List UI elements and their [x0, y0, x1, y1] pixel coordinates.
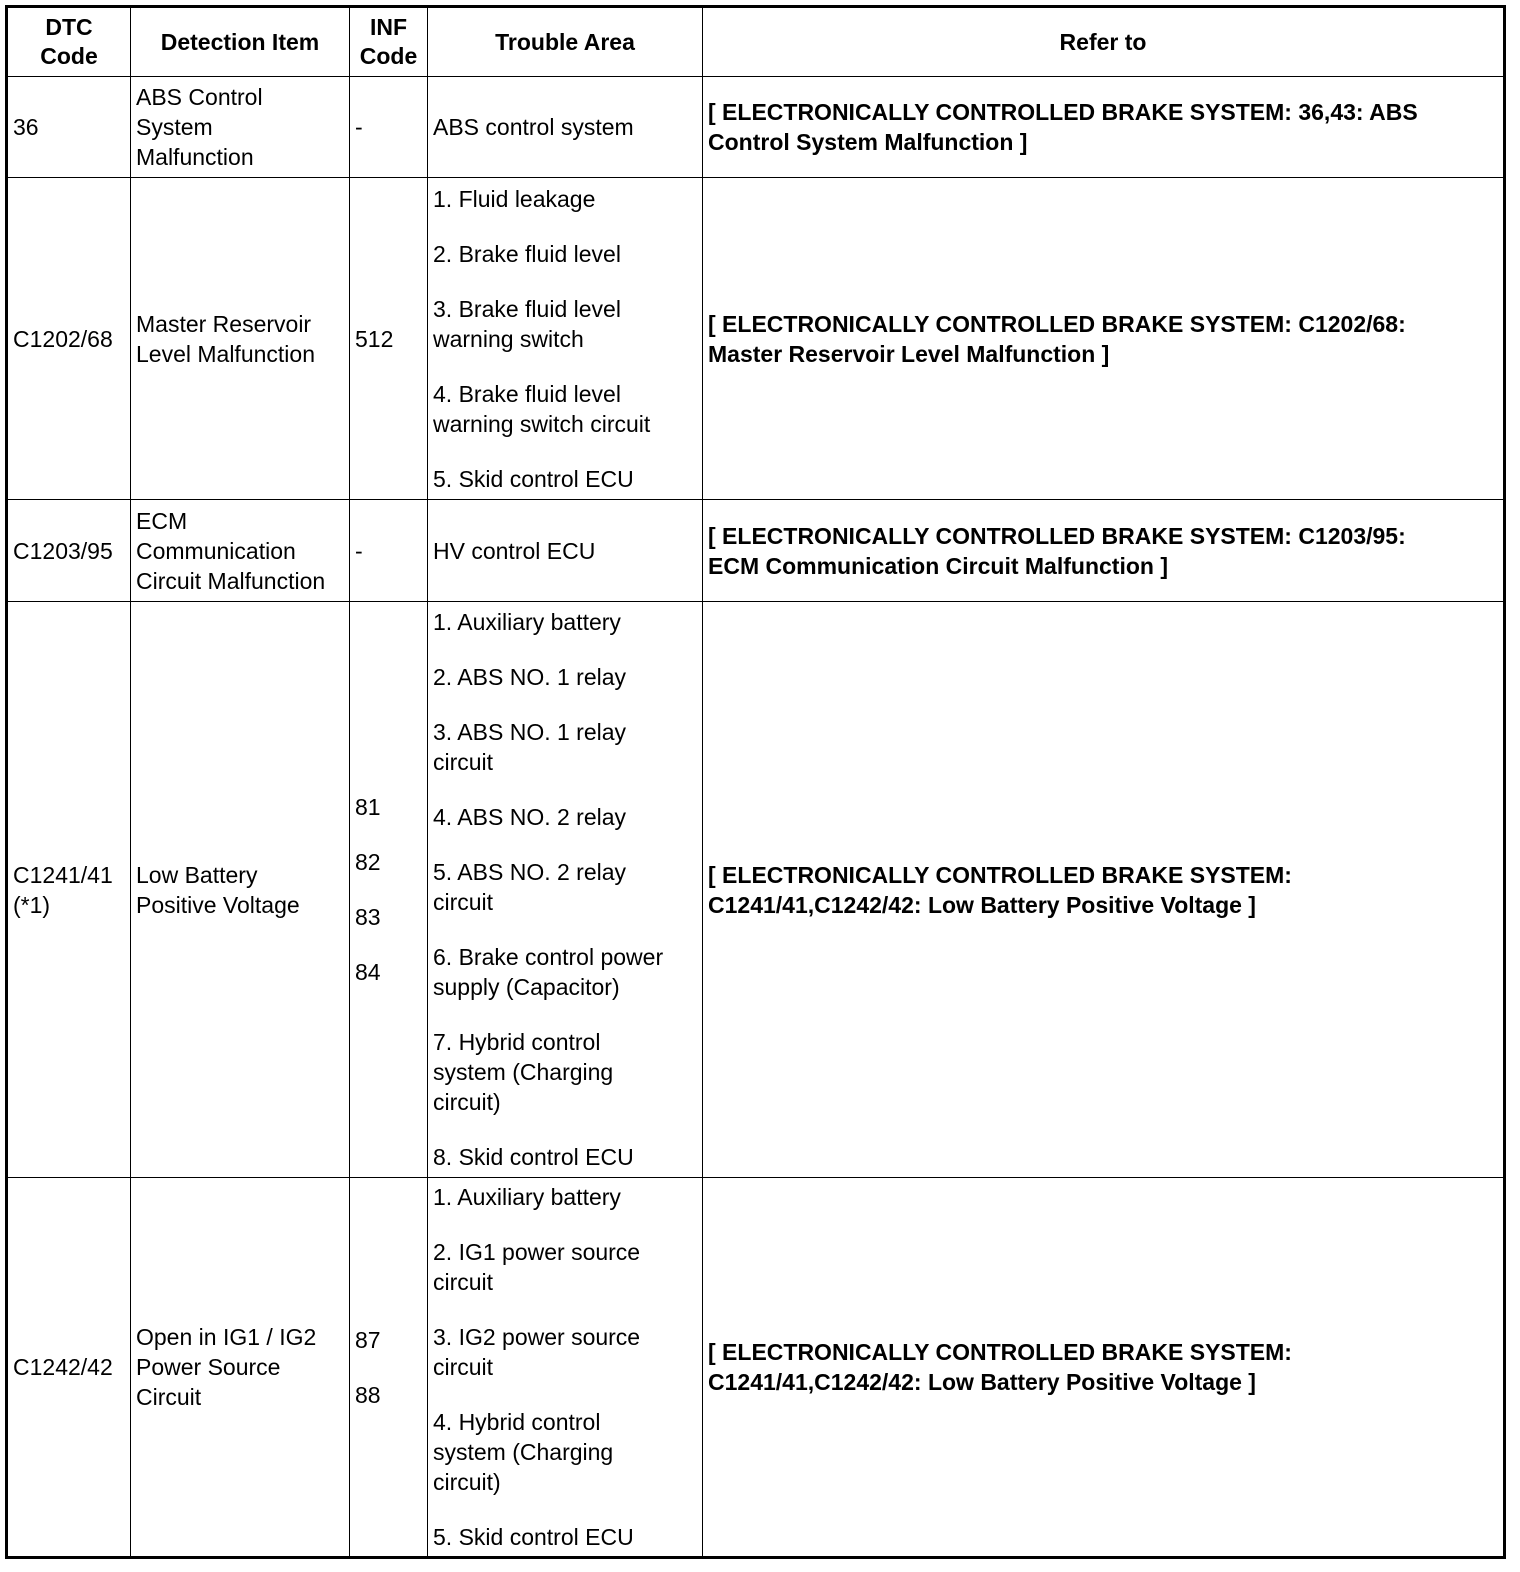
- table-row: [7, 500, 1505, 602]
- trouble-area-line: 4. ABS NO. 2 relay: [433, 804, 627, 830]
- dtc-code-line: 36: [13, 114, 39, 140]
- trouble-area-line: 1. Auxiliary battery: [433, 609, 621, 635]
- trouble-area-list: [433, 112, 702, 142]
- detection-item-line: Open in IG1 / IG2: [136, 1324, 317, 1350]
- detection-item-cell: [131, 178, 350, 500]
- trouble-area-line: 6. Brake control power: [433, 944, 664, 970]
- trouble-area-cell: [428, 602, 703, 1178]
- trouble-area-item: [433, 1407, 702, 1497]
- inf-code-value: 88: [355, 1381, 381, 1408]
- trouble-area-item: [433, 607, 702, 637]
- dtc-code-line: C1242/42: [13, 1354, 113, 1380]
- detection-item-line: Circuit Malfunction: [136, 567, 326, 594]
- inf-code-list: [355, 324, 427, 354]
- trouble-area-line: 5. Skid control ECU: [433, 465, 634, 492]
- trouble-area-line: 7. Hybrid control: [433, 1029, 601, 1055]
- refer-to-cell: [703, 602, 1505, 1178]
- table-row: [7, 77, 1505, 178]
- refer-to-line: [ ELECTRONICALLY CONTROLLED BRAKE SYSTEM:: [708, 861, 1292, 888]
- trouble-area-item: [433, 379, 702, 439]
- refer-to-line: Master Reservoir Level Malfunction ]: [708, 340, 1110, 367]
- table-row: [7, 178, 1505, 500]
- trouble-area-item: [433, 536, 702, 566]
- trouble-area-item: [433, 294, 702, 354]
- refer-to-cell: [703, 500, 1505, 602]
- detection-item-line: System: [136, 114, 213, 140]
- trouble-area-line: 3. Brake fluid level: [433, 295, 621, 322]
- trouble-area-cell: [428, 1178, 703, 1558]
- detection-item-line: Communication: [136, 537, 296, 564]
- trouble-area-list: [433, 184, 702, 494]
- trouble-area-line: circuit: [433, 749, 494, 775]
- inf-code-value: -: [355, 537, 363, 564]
- trouble-area-line: 4. Brake fluid level: [433, 380, 621, 407]
- header-dtc-code: DTC Code: [7, 7, 131, 77]
- inf-code-value: -: [355, 114, 363, 140]
- inf-code-cell: [350, 500, 428, 602]
- trouble-area-list: [433, 1182, 702, 1552]
- inf-code-value: 84: [355, 959, 381, 985]
- detection-item-cell: [131, 1178, 350, 1558]
- trouble-area-line: 5. ABS NO. 2 relay: [433, 859, 627, 885]
- inf-code-list: [355, 536, 427, 566]
- trouble-area-item: [433, 662, 702, 692]
- trouble-area-line: 1. Fluid leakage: [433, 185, 596, 212]
- dtc-code-line: C1202/68: [13, 325, 113, 352]
- refer-to-cell: [703, 77, 1505, 178]
- trouble-area-item: [433, 857, 702, 917]
- inf-code-cell: [350, 178, 428, 500]
- trouble-area-line: system (Charging: [433, 1439, 614, 1465]
- trouble-area-item: [433, 112, 702, 142]
- refer-to-line: [ ELECTRONICALLY CONTROLLED BRAKE SYSTEM: C1203/95:: [708, 522, 1406, 549]
- trouble-area-line: warning switch: [433, 325, 584, 352]
- inf-code-value: 87: [355, 1326, 381, 1353]
- trouble-area-cell: [428, 77, 703, 178]
- refer-to-line: C1241/41,C1242/42: Low Battery Positive Voltage ]: [708, 1369, 1256, 1395]
- trouble-area-line: 3. IG2 power source: [433, 1324, 641, 1350]
- detection-item-cell: [131, 500, 350, 602]
- header-refer-to: Refer to: [703, 7, 1505, 77]
- trouble-area-list: [433, 536, 702, 566]
- trouble-area-line: HV control ECU: [433, 537, 596, 564]
- detection-item-line: Positive Voltage: [136, 891, 300, 918]
- dtc-code-line: (*1): [13, 891, 51, 918]
- table-row: [7, 602, 1505, 1178]
- trouble-area-item: [433, 1027, 702, 1117]
- detection-item-line: ABS Control: [136, 84, 263, 110]
- dtc-code-cell: [7, 178, 131, 500]
- trouble-area-list: [433, 607, 702, 1172]
- trouble-area-item: [433, 184, 702, 214]
- detection-item-line: Level Malfunction: [136, 340, 315, 367]
- trouble-area-line: 2. IG1 power source: [433, 1239, 641, 1265]
- dtc-code-cell: [7, 77, 131, 178]
- trouble-area-line: circuit: [433, 1354, 494, 1380]
- header-trouble-area: Trouble Area: [428, 7, 703, 77]
- trouble-area-line: warning switch circuit: [433, 410, 651, 437]
- table-body: [7, 77, 1505, 1558]
- refer-to-line: [ ELECTRONICALLY CONTROLLED BRAKE SYSTEM:: [708, 1339, 1292, 1365]
- dtc-code-cell: [7, 500, 131, 602]
- dtc-code-cell: [7, 602, 131, 1178]
- trouble-area-item: [433, 1142, 702, 1172]
- trouble-area-cell: [428, 500, 703, 602]
- header-inf-code: INF Code: [350, 7, 428, 77]
- inf-code-value: 82: [355, 849, 381, 875]
- trouble-area-line: circuit: [433, 889, 494, 915]
- refer-to-cell: [703, 178, 1505, 500]
- refer-to-cell: [703, 1178, 1505, 1558]
- refer-to-line: ECM Communication Circuit Malfunction ]: [708, 552, 1168, 579]
- trouble-area-line: 2. ABS NO. 1 relay: [433, 664, 627, 690]
- detection-item-cell: [131, 602, 350, 1178]
- trouble-area-item: [433, 1322, 702, 1382]
- inf-code-value: 83: [355, 904, 381, 930]
- trouble-area-line: ABS control system: [433, 114, 634, 140]
- detection-item-line: Circuit: [136, 1384, 202, 1410]
- header-detection-item: Detection Item: [131, 7, 350, 77]
- trouble-area-item: [433, 239, 702, 269]
- inf-code-cell: [350, 77, 428, 178]
- trouble-area-line: 4. Hybrid control: [433, 1409, 601, 1435]
- inf-code-list: [355, 792, 427, 987]
- trouble-area-item: [433, 1237, 702, 1297]
- inf-code-value: 81: [355, 794, 381, 820]
- detection-item-line: Low Battery: [136, 861, 258, 888]
- trouble-area-line: supply (Capacitor): [433, 974, 620, 1000]
- trouble-area-line: circuit): [433, 1089, 501, 1115]
- inf-code-list: [355, 1325, 427, 1410]
- trouble-area-item: [433, 464, 702, 494]
- trouble-area-item: [433, 717, 702, 777]
- trouble-area-line: 2. Brake fluid level: [433, 240, 621, 267]
- dtc-table: [5, 5, 1506, 1559]
- table-row: [7, 1178, 1505, 1558]
- trouble-area-line: 3. ABS NO. 1 relay: [433, 719, 627, 745]
- trouble-area-cell: [428, 178, 703, 500]
- refer-to-line: C1241/41,C1242/42: Low Battery Positive Voltage ]: [708, 891, 1256, 918]
- dtc-code-line: C1241/41: [13, 861, 113, 888]
- trouble-area-line: 1. Auxiliary battery: [433, 1184, 621, 1210]
- detection-item-line: ECM: [136, 507, 188, 534]
- detection-item-cell: [131, 77, 350, 178]
- detection-item-line: Power Source: [136, 1354, 281, 1380]
- trouble-area-item: [433, 942, 702, 1002]
- trouble-area-line: 8. Skid control ECU: [433, 1144, 634, 1170]
- inf-code-list: [355, 112, 427, 142]
- inf-code-value: 512: [355, 325, 394, 352]
- trouble-area-line: 5. Skid control ECU: [433, 1524, 634, 1550]
- dtc-code-line: C1203/95: [13, 537, 113, 564]
- trouble-area-line: system (Charging: [433, 1059, 614, 1085]
- detection-item-line: Malfunction: [136, 144, 254, 170]
- dtc-code-cell: [7, 1178, 131, 1558]
- inf-code-cell: [350, 602, 428, 1178]
- trouble-area-line: circuit: [433, 1269, 494, 1295]
- detection-item-line: Master Reservoir: [136, 310, 312, 337]
- refer-to-line: [ ELECTRONICALLY CONTROLLED BRAKE SYSTEM: C1202/68:: [708, 310, 1406, 337]
- trouble-area-line: circuit): [433, 1469, 501, 1495]
- inf-code-cell: [350, 1178, 428, 1558]
- trouble-area-item: [433, 802, 702, 832]
- refer-to-line: Control System Malfunction ]: [708, 129, 1028, 155]
- refer-to-line: [ ELECTRONICALLY CONTROLLED BRAKE SYSTEM: 36,43: ABS: [708, 99, 1418, 125]
- trouble-area-item: [433, 1182, 702, 1212]
- table-header-row: [7, 7, 1505, 77]
- trouble-area-item: [433, 1522, 702, 1552]
